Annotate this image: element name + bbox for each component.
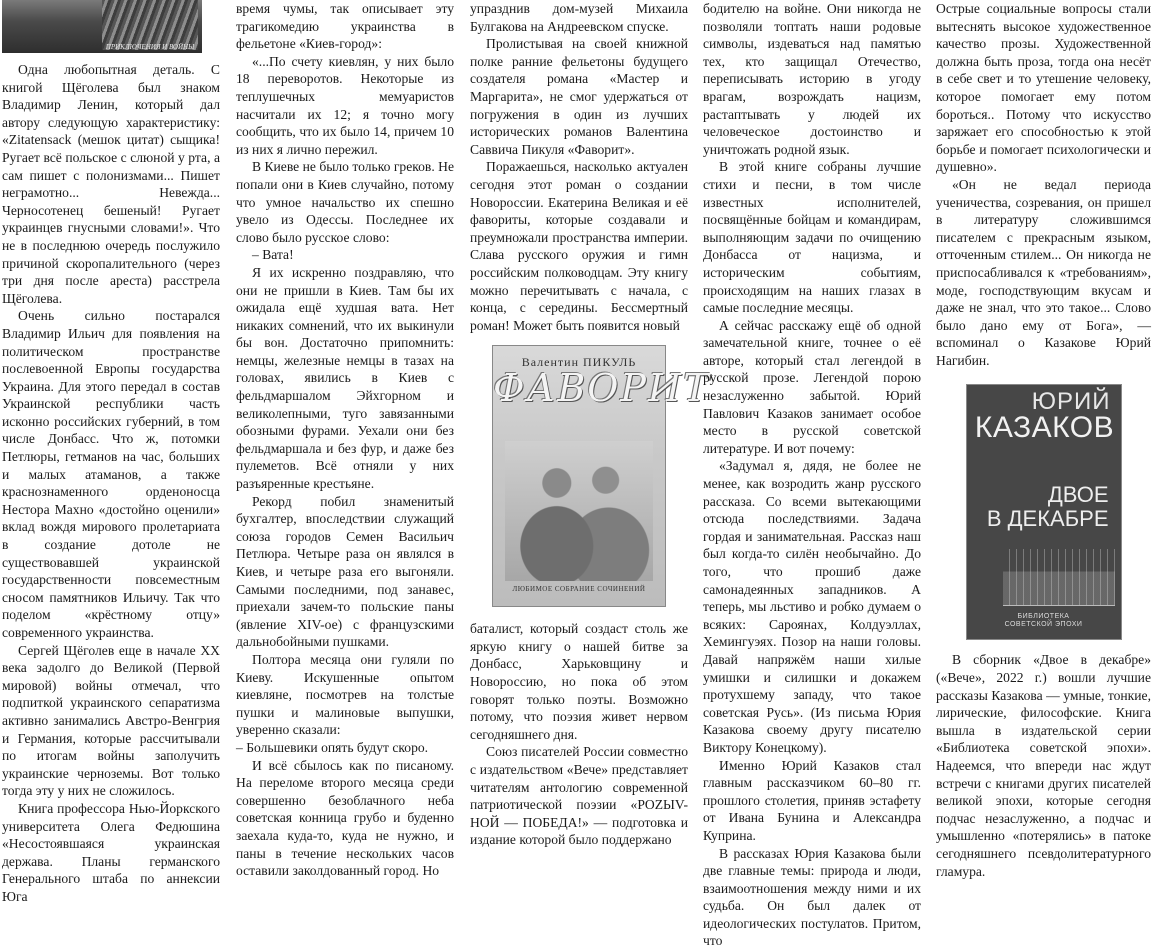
paragraph: Рекорд побил знаменитый бухгалтер, впоследствии служащий союза городов Семен Васильич Петлюра. Четыре раза он являлся в Киев, и четыре раза его выгоняли. Самыми последними, под занавес, приехали зачем-то польские паны (явление XIV-ое) с французскими дальнобойными пушками. [236, 493, 454, 651]
book-series: ЛЮБИМОЕ СОБРАНИЕ СОЧИНЕНИЙ [493, 581, 665, 599]
paragraph: – Большевики опять будут скоро. [236, 739, 454, 757]
book-cover-kazakov [967, 385, 1121, 639]
book-title-line-1: ДВОЕ [987, 483, 1109, 507]
book-series-line-2: СОВЕТСКОЙ ЭПОХИ [967, 621, 1121, 629]
paragraph: Очень сильно постарался Владимир Ильич для появления на политическом пространстве послевоенной Европы государства Украина. Для этого передал в состав Украинской республики часть исконно российских губерний, в том числе Донбасс. Что ж, потомки Петлюры, гетманов на час, больших и малых атаманов, а также краснознаменного орденоносца Нестора Махно «достойно оценили» вклад вождя мирового пролетариата в создание дотоле не существовавшей украинской государственности повсеместным сносом памятников Ильичу. Так что поделом «крёстному отцу» современного украинства. [2, 307, 220, 641]
paragraph: Поражаешься, насколько актуален сегодня этот роман о создании Новороссии. Екатерина Великая и её фавориты, которые создавали и преумножали пространства империи. Слава русского оружия и гимн российским полководцам. Эту книгу можно перечитывать с начала, с конца, с середины. Бессмертный роман! Может быть появится новый [470, 158, 688, 334]
paragraph: А сейчас расскажу ещё об одной замечательной книге, точнее о её авторе, который стал легендой в русской прозе. Легендой порою незаслуженно забытой. Юрий Павлович Казаков занимает особое место в русской советской литературе. И вот почему: [703, 317, 921, 458]
paragraph: – Вата! [236, 246, 454, 264]
book-author-first-name: ЮРИЙ [1032, 393, 1111, 411]
paragraph: Я их искренно поздравляю, что они не пришли в Киев. Там бы их ожидала ещё худшая вата. Нет никаких сомнений, что их выкинули бы вон. Достаточно припомнить: немцы, железные немцы в тазах на головах, явились в Киев с фельдмаршалом Эйхгорном и великолепными, туго завязанными обозными фурами. Уехали они без фельдмаршала и без фур, и даже без пулеметов. Всё отняли у них разъяренные крестьяне. [236, 264, 454, 493]
paragraph: В Киеве не было только греков. Не попали они в Киев случайно, потому что умное начальство их спешно увело из Одессы. Последнее их слово было русское слово: [236, 158, 454, 246]
paragraph: Полтора месяца они гуляли по Киеву. Искушенные опытом киевляне, посмотрев на толстые пушки и малиновые выпушки, уверенно сказали: [236, 651, 454, 739]
paragraph: баталист, который создаст столь же яркую книгу о нашей битве за Донбасс, Харьковщину и Новороссию, но пока об этом говорят только поэты. Возможно потому, что поэзия живет нервом сегодняшнего дня. [470, 620, 688, 743]
paragraph: Острые социальные вопросы стали вытеснять высокое художественное качество прозы. Художественной должна быть проза, тогда она несёт в себе свет и то утешение человеку, которое помогает ему потом бороться.. Потому что искусство заряжает его способностью к этой борьбе и помогает психологически и душевно». [936, 0, 1151, 176]
paragraph: Книга профессора Нью-Йоркского университета Олега Федюшина «Несостоявшаяся украинская держава. Планы германского Генерального штаба по аннексии Юга [2, 800, 220, 906]
column-5 [936, 0, 1151, 784]
paragraph: «Задумал я, дядя, не более не менее, как возродить жанр русского рассказа. Со всеми вытекающими отсюда последствиями. Задача гордая и занимательная. Рассказ наш был когда-то силён необычайно. До того, что прошиб даже самонадеянных западников. А теперь, мы льстиво и робко думаем о всяких: Сароянах, Колдуэллах, Хемингуэях. Позор на наши головы. Давай напряжём наши хилые умишки и силишки и докажем протухшему западу, что такое советская Русь». (Из письма Юрия Казакова своему другу писателю Виктору Конецкому). [703, 457, 921, 756]
book-title-line-2: В ДЕКАБРЕ [987, 507, 1109, 531]
cover-illustration [1003, 549, 1115, 606]
book-title: ФАВОРИТ [493, 380, 665, 398]
book-author: Валентин ПИКУЛЬ [493, 354, 665, 372]
column-2 [236, 0, 454, 784]
paragraph: В этой книге собраны лучшие стихи и песни, в том числе известных исполнителей, посвящённые бойцам и командирам, выполняющим задачи по очищению Донбасса от нацизма, и историческим событиям, происходящим на наших глазах в самые последние месяцы. [703, 158, 921, 316]
paragraph: «Он не ведал периода ученичества, созревания, он пришел в литературу сложившимся писателем с прекрасным языком, отточенным стилем... Он никогда не приспосабливался к «требованиям», моде, господствующим вкусам и даже не знал, что это такое... Слово было дано ему от Бога», — вспоминал о Казакове Юрий Нагибин. [936, 176, 1151, 370]
paragraph: Одна любопытная деталь. С книгой Щёголева был знаком Владимир Ленин, который дал автору следующую характеристику: «Zitatensack (мешок цитат) сыщика! Ругает всё польское с слюной у рта, а сам пишет с полонизмами... Пишет неграмотно... Невежда... Черносотенец бешеный! Ругает украинцев гнусными словами!». Что не в последнюю очередь послужило причиной скоропалительного (через три дня после ареста) расстрела Щёголева. [2, 61, 220, 307]
photo-caption: ПРИКЛЮЧЕНИЯ И ВОЙНЫ [102, 43, 198, 51]
paragraph: «...По счету киевлян, у них было 18 переворотов. Некоторые из теплушечных мемуаристов насчитали их 12; я точно могу сообщить, что их было 14, причем 10 из них я лично пережил. [236, 53, 454, 159]
book-title [987, 483, 1109, 531]
column-1 [2, 0, 220, 784]
column-4 [703, 0, 921, 784]
photo-fragment [2, 0, 202, 53]
book-series [967, 613, 1121, 629]
book-author-last-name: КАЗАКОВ [975, 419, 1115, 437]
paragraph: В сборник «Двое в декабре» («Вече», 2022 г.) вошли лучшие рассказы Казакова — умные, тонкие, лирические, философские. Книга вышла в издательской серии «Библиотека советской эпохи». Надеемся, что впереди нас ждут встречи с книгами других писателей великой эпохи, которые сегодня подчас незаслуженно, а подчас и умышленно «потерялись» в патоке сегодняшнего псевдолитературного гламура. [936, 651, 1151, 880]
paragraph: время чумы, так описывает эту трагикомедию украинства в фельетоне «Киев-город»: [236, 0, 454, 53]
book-series-line-1: БИБЛИОТЕКА [967, 613, 1121, 621]
column-3 [470, 0, 688, 784]
cover-illustration [505, 441, 653, 581]
paragraph: Союз писателей России совместно с издательством «Вече» представляет читателям антологию современной патриотической поэзии «POZЫV-НОЙ — ПОБЕДА!» — подготовка и издание которой было поддержано [470, 743, 688, 849]
paragraph: И всё сбылось как по писаному. На переломе второго месяца среди совершенно безоблачного неба советская конница грубо и буденно заехала куда-то, куда не нужно, и паны в течение нескольких часов оставили заколдованный город. Но [236, 757, 454, 880]
paragraph: бодителю на войне. Они никогда не позволяли топтать наши родовые символы, издеваться над памятью тех, кто защищал Отечество, переписывать историю в угоду врагам, возрождать нацизм, растаптывать у людей их человеческое достоинство и уничтожать родной язык. [703, 0, 921, 158]
paragraph: Именно Юрий Казаков стал главным рассказчиком 60–80 гг. прошлого столетия, приняв эстафету от Ивана Бунина и Александра Куприна. [703, 757, 921, 845]
paragraph: упразднив дом-музей Михаила Булгакова на Андреевском спуске. [470, 0, 688, 35]
paragraph: В рассказах Юрия Казакова были две главные темы: природа и люди, взаимоотношения между ними и их судьба. Он был далек от идеологических постулатов. Притом, что [703, 845, 921, 950]
paragraph: Сергей Щёголев еще в начале XX века задолго до Великой (Первой мировой) войны отмечал, что подпиткой украинского сепаратизма активно занимались Австро-Венгрия и Германия, которые рассчитывали по итогам войны заполучить украинские черноземы. Вот только тогда эту у них не сложилось. [2, 642, 220, 800]
book-cover-favorit [493, 346, 665, 606]
paragraph: Пролистывая на своей книжной полке ранние фельетоны будущего создателя романа «Мастер и Маргарита», не смог удержаться от погружения в один из лучших исторических романов Валентина Саввича Пикуля «Фаворит». [470, 35, 688, 158]
